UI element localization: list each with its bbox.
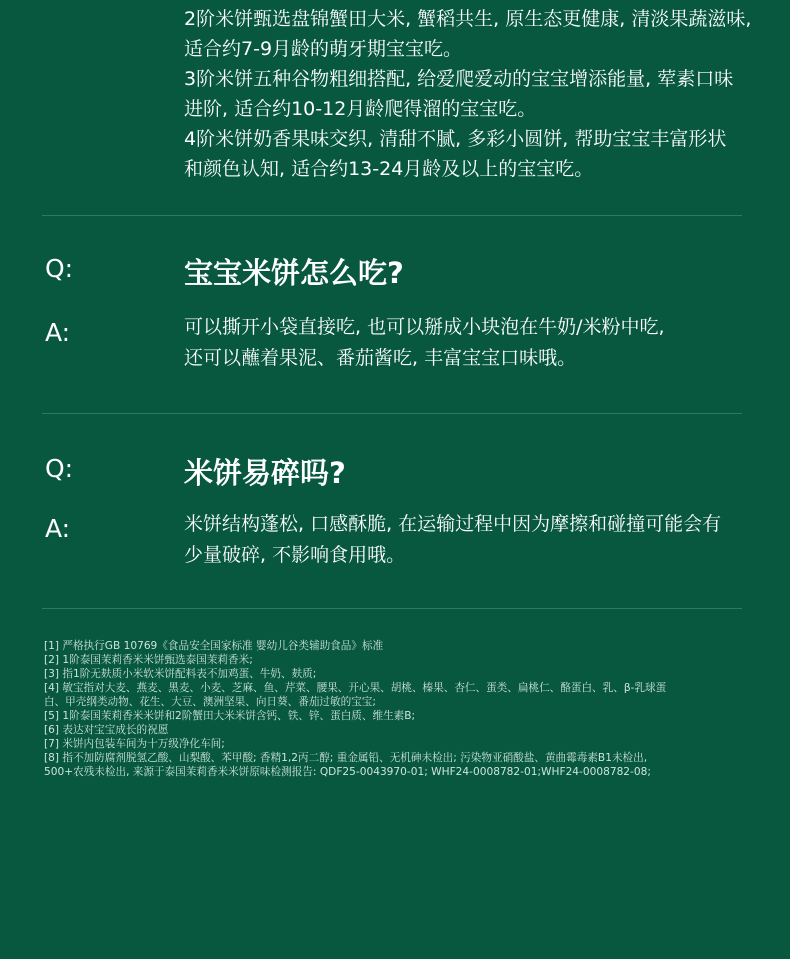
intro-line: 适合约7-9月龄的萌牙期宝宝吃。: [184, 38, 463, 60]
footnote: [8] 指不加防腐剂脱氢乙酸、山梨酸、苯甲酸; 香精1,2丙二醇; 重金属铅、无机砷未检出; 污染物亚硝酸盐、黄曲霉毒素B1未检出,: [44, 752, 648, 764]
intro-text: [184, 4, 774, 184]
answer-line: 还可以蘸着果泥、番茄酱吃, 丰富宝宝口味哦。: [184, 347, 577, 369]
footnote: [2] 1阶泰国茉莉香米米饼甄选泰国茉莉香米;: [44, 654, 253, 666]
footnotes: [44, 639, 754, 779]
intro-line: 3阶米饼五种谷物粗细搭配, 给爱爬爱动的宝宝增添能量, 荤素口味: [184, 68, 734, 90]
answer-text: [184, 312, 754, 374]
footnote: [6] 表达对宝宝成长的祝愿: [44, 724, 169, 736]
footnote: 白、甲壳纲类动物、花生、大豆、澳洲坚果、向日葵、番茄过敏的宝宝;: [44, 696, 376, 708]
question-label: Q:: [45, 454, 74, 483]
divider: [42, 413, 742, 414]
footnote: [4] 敏宝指对大麦、燕麦、黑麦、小麦、芝麻、鱼、芹菜、腰果、开心果、胡桃、榛果、杏仁、蛋类、扁桃仁、酪蛋白、乳、β-乳球蛋: [44, 682, 667, 694]
question-label: Q:: [45, 254, 74, 283]
intro-line: 2阶米饼甄选盘锦蟹田大米, 蟹稻共生, 原生态更健康, 清淡果蔬滋味,: [184, 8, 752, 30]
answer-line: 米饼结构蓬松, 口感酥脆, 在运输过程中因为摩擦和碰撞可能会有: [184, 513, 722, 535]
answer-line: 可以撕开小袋直接吃, 也可以掰成小块泡在牛奶/米粉中吃,: [184, 316, 665, 338]
question-title: 宝宝米饼怎么吃?: [184, 256, 404, 290]
footnote: [3] 指1阶无麸质小米软米饼配料表不加鸡蛋、牛奶、麸质;: [44, 668, 317, 680]
answer-label: A:: [45, 514, 71, 543]
footnote: 500+农残未检出, 来源于泰国茉莉香米米饼原味检测报告: QDF25-0043970-01; WHF24-0008782-01;WHF24-0008782-08;: [44, 766, 651, 778]
intro-line: 进阶, 适合约10-12月龄爬得溜的宝宝吃。: [184, 98, 537, 120]
answer-label: A:: [45, 318, 71, 347]
footnote: [5] 1阶泰国茉莉香米米饼和2阶蟹田大米米饼含钙、铁、锌、蛋白质、维生素B;: [44, 710, 416, 722]
intro-line: 4阶米饼奶香果味交织, 清甜不腻, 多彩小圆饼, 帮助宝宝丰富形状: [184, 128, 727, 150]
answer-line: 少量破碎, 不影响食用哦。: [184, 544, 406, 566]
footnote: [7] 米饼内包装车间为十万级净化车间;: [44, 738, 225, 750]
answer-text: [184, 509, 754, 571]
intro-line: 和颜色认知, 适合约13-24月龄及以上的宝宝吃。: [184, 158, 594, 180]
divider: [42, 215, 742, 216]
divider: [42, 608, 742, 609]
question-title: 米饼易碎吗?: [184, 456, 346, 490]
footnote: [1] 严格执行GB 10769《食品安全国家标准 婴幼儿谷类辅助食品》标准: [44, 640, 384, 652]
